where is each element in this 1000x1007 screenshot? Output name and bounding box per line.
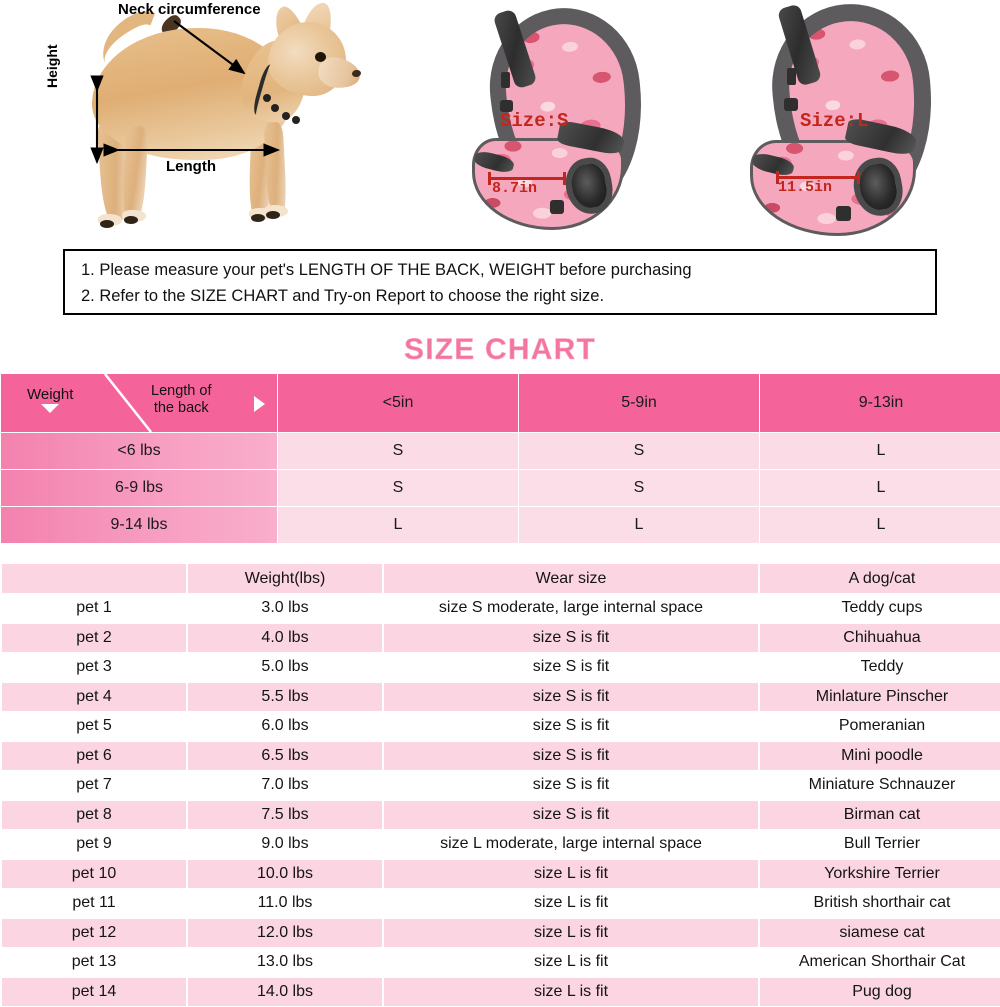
size-chart-weight-label: 6-9 lbs (1, 470, 277, 506)
strap-buckle (501, 72, 510, 88)
tryon-animal: Teddy (760, 653, 1000, 682)
size-chart-cell: S (278, 433, 518, 469)
tryon-animal: British shorthair cat (760, 889, 1000, 918)
bag-measurement-small: 8.7in (492, 180, 538, 197)
tryon-pet-name: pet 6 (2, 742, 186, 771)
triangle-right-icon (254, 396, 265, 412)
tryon-weight: 6.0 lbs (188, 712, 382, 741)
size-chart-col-header: <5in (278, 374, 518, 432)
instructions-box (63, 249, 937, 315)
measure-cap-right (857, 171, 860, 184)
tryon-weight: 11.0 lbs (188, 889, 382, 918)
bag-measurement-large: 11.5in (778, 179, 833, 196)
size-chart-row (1, 470, 1000, 506)
tryon-report-table (0, 563, 1000, 1007)
tryon-pet-name: pet 3 (2, 653, 186, 682)
size-chart-row (1, 433, 1000, 469)
tryon-wear-size: size L moderate, large internal space (384, 830, 758, 859)
size-chart-cell: L (760, 507, 1000, 543)
size-chart-title: SIZE CHART (404, 333, 596, 366)
tryon-wear-size: size S is fit (384, 771, 758, 800)
tryon-animal: siamese cat (760, 919, 1000, 948)
tryon-wear-size: size L is fit (384, 919, 758, 948)
tryon-weight: 7.5 lbs (188, 801, 382, 830)
neck-circumference-label: Neck circumference (118, 1, 261, 18)
tryon-pet-name: pet 13 (2, 948, 186, 977)
tryon-header-animal: A dog/cat (760, 564, 1000, 593)
length-label: Length (166, 158, 216, 175)
tryon-header-row (2, 564, 1000, 593)
tryon-pet-name: pet 8 (2, 801, 186, 830)
sling-bag-large-image (732, 0, 1000, 243)
size-chart-cell: L (760, 433, 1000, 469)
tryon-animal: Teddy cups (760, 594, 1000, 623)
size-chart-weight-label: 9-14 lbs (1, 507, 277, 543)
tryon-weight: 12.0 lbs (188, 919, 382, 948)
weight-axis-label: Weight (27, 386, 73, 413)
table-row (2, 653, 1000, 682)
size-chart-cell: L (519, 507, 759, 543)
size-chart-cell: S (278, 470, 518, 506)
illustration-strip (0, 0, 1000, 243)
tryon-wear-size: size S is fit (384, 801, 758, 830)
tryon-pet-name: pet 1 (2, 594, 186, 623)
tryon-animal: Chihuahua (760, 624, 1000, 653)
table-row (2, 860, 1000, 889)
tryon-animal: American Shorthair Cat (760, 948, 1000, 977)
length-axis-label: Length of the back (151, 383, 212, 416)
tryon-pet-name: pet 7 (2, 771, 186, 800)
table-row (2, 624, 1000, 653)
table-row (2, 889, 1000, 918)
tryon-pet-name: pet 12 (2, 919, 186, 948)
tryon-animal: Mini poodle (760, 742, 1000, 771)
tryon-animal: Bull Terrier (760, 830, 1000, 859)
table-row (2, 919, 1000, 948)
tryon-header-blank (2, 564, 186, 593)
table-row (2, 978, 1000, 1007)
tryon-weight: 5.5 lbs (188, 683, 382, 712)
tryon-wear-size: size S is fit (384, 742, 758, 771)
instruction-line-2: 2. Refer to the SIZE CHART and Try-on Report to choose the right size. (81, 286, 605, 305)
table-row (2, 712, 1000, 741)
size-chart-cell: S (519, 433, 759, 469)
height-label: Height (44, 44, 60, 88)
size-chart-axis-corner (1, 374, 277, 432)
tryon-pet-name: pet 11 (2, 889, 186, 918)
size-chart-cell: L (278, 507, 518, 543)
tryon-weight: 14.0 lbs (188, 978, 382, 1007)
tryon-weight: 6.5 lbs (188, 742, 382, 771)
dog-measurement-diagram (0, 0, 460, 243)
size-chart-col-header: 9-13in (760, 374, 1000, 432)
size-chart-header-row (1, 374, 1000, 432)
tryon-header-weight: Weight(lbs) (188, 564, 382, 593)
sling-bag-small-image (462, 0, 732, 243)
measure-cap-right (563, 172, 566, 185)
measurement-arrows (0, 0, 460, 243)
tryon-wear-size: size S is fit (384, 683, 758, 712)
tryon-wear-size: size L is fit (384, 889, 758, 918)
tryon-wear-size: size S moderate, large internal space (384, 594, 758, 623)
instruction-line-1: 1. Please measure your pet's LENGTH OF THE BACK, WEIGHT before purchasing (81, 261, 692, 279)
size-chart-weight-label: <6 lbs (1, 433, 277, 469)
size-chart-cell: L (760, 470, 1000, 506)
tryon-weight: 3.0 lbs (188, 594, 382, 623)
tryon-wear-size: size L is fit (384, 978, 758, 1007)
tryon-pet-name: pet 9 (2, 830, 186, 859)
tryon-wear-size: size L is fit (384, 860, 758, 889)
tryon-pet-name: pet 10 (2, 860, 186, 889)
tryon-pet-name: pet 4 (2, 683, 186, 712)
bag-size-label-large: Size:L (800, 110, 869, 132)
table-row (2, 683, 1000, 712)
tryon-wear-size: size L is fit (384, 948, 758, 977)
bag-size-label-small: Size:S (500, 110, 569, 132)
tryon-weight: 10.0 lbs (188, 860, 382, 889)
tryon-weight: 5.0 lbs (188, 653, 382, 682)
table-row (2, 801, 1000, 830)
tryon-animal: Miniature Schnauzer (760, 771, 1000, 800)
tryon-animal: Pomeranian (760, 712, 1000, 741)
strap-buckle (787, 68, 796, 85)
tryon-animal: Birman cat (760, 801, 1000, 830)
tryon-animal: Pug dog (760, 978, 1000, 1007)
tryon-pet-name: pet 5 (2, 712, 186, 741)
table-row (2, 594, 1000, 623)
size-chart-row (1, 507, 1000, 543)
tryon-pet-name: pet 2 (2, 624, 186, 653)
strap-adjuster (784, 98, 798, 111)
size-chart-cell: S (519, 470, 759, 506)
tryon-weight: 13.0 lbs (188, 948, 382, 977)
tryon-weight: 4.0 lbs (188, 624, 382, 653)
size-chart-table (0, 373, 1000, 544)
tryon-wear-size: size S is fit (384, 712, 758, 741)
table-row (2, 948, 1000, 977)
tryon-wear-size: size S is fit (384, 653, 758, 682)
tryon-header-wear-size: Wear size (384, 564, 758, 593)
triangle-down-icon (41, 404, 59, 413)
tryon-animal: Minlature Pinscher (760, 683, 1000, 712)
tryon-weight: 9.0 lbs (188, 830, 382, 859)
tryon-weight: 7.0 lbs (188, 771, 382, 800)
table-row (2, 742, 1000, 771)
tryon-animal: Yorkshire Terrier (760, 860, 1000, 889)
table-row (2, 830, 1000, 859)
size-chart-col-header: 5-9in (519, 374, 759, 432)
tryon-pet-name: pet 14 (2, 978, 186, 1007)
bag-buckle (550, 200, 564, 214)
tryon-wear-size: size S is fit (384, 624, 758, 653)
table-row (2, 771, 1000, 800)
bag-buckle (836, 206, 851, 221)
